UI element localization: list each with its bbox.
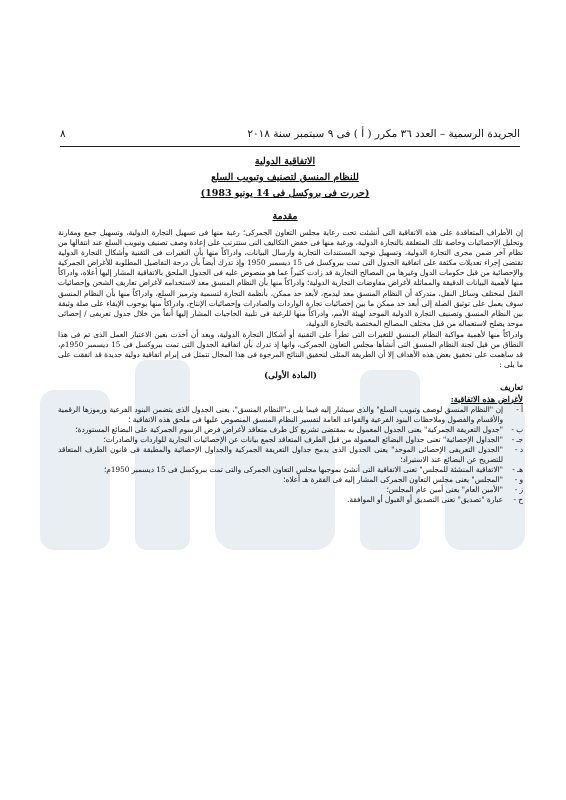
definition-item (58, 425, 523, 435)
definition-item (58, 445, 523, 465)
definition-letter: ب - (511, 424, 523, 434)
definition-text: إن "النظام المنسق لوصف وتبويب السلع" والذى سيشار إليه فيما يلى بـ"النظام المنسق"، يعنى الجدول الذى يتضمن البنود الفرعية ورموزها الرقمية والأقسام والفصول وملاحظات البنود الفرعية والقواعد العامة لتفسير النظام المنسق المنصوص عليها فى ملحق هذه الاتفاقية ؛ (58, 404, 503, 424)
definition-text: "الجدول التعريفى الإحصائى الموحد" يعنى الجدول الذى يدمج جداول التعريفة الجمركية والجداول الإحصائية والمطبقة فى قانون الطرف المتعاقد للتصريح عن البضائع عند الاستيراد؛ (58, 444, 503, 465)
definition-item (58, 495, 523, 505)
definition-item (58, 475, 523, 485)
definitions-title: تعاريف (500, 382, 523, 393)
definition-text: "جدول التعريفة الجمركية" يعنى الجدول المعمول به بمقتضى تشريع كل طرف متعاقد لأغراض فرض الرسوم الجمركية على البضائع المستوردة؛ (75, 424, 503, 434)
title-convention: الاتفاقية الدولية (254, 156, 316, 167)
definition-letter: ز - (514, 485, 523, 495)
title-system: للنظام المنسق لتصنيف وتبويب السلع (211, 172, 359, 183)
definition-letter: ح - (513, 495, 523, 505)
title-introduction: مقدمة (272, 211, 298, 222)
article-title: (المادة الأولى) (264, 371, 317, 382)
page-header (60, 126, 520, 142)
definition-text: "الجداول الإحصائية" تعنى جداول البضائع المعمولة من قبل الطرف المتعاقد لجمع بيانات عن الإحصائيات التجارية للواردات والصادرات؛ (103, 434, 503, 444)
definition-letter: د - (514, 444, 523, 454)
definition-letter: هـ - (512, 465, 523, 475)
definition-text: "الأمين العام" يعنى أمين عام المجلس؛ (386, 485, 503, 495)
definition-item (58, 435, 523, 445)
issue-line: الجريدة الرسمية – العدد ٣٦ مكرر ( أ ) فى ٩ سبتمبر سنة ٢٠١٨ (247, 128, 520, 140)
header-divider (60, 146, 520, 147)
document-body (58, 228, 523, 506)
document-titles (40, 156, 530, 222)
definition-text: "الاتفاقية المنشئة للمجلس" تعنى الاتفاقية التى أنشئ بموجبها مجلس التعاون الجمركى والتى تمت ببروكسل فى 15 ديسمبر 1950م؛ (103, 465, 503, 475)
page-number: ٨ (60, 128, 66, 140)
definition-item (58, 485, 523, 495)
definition-letter: و - (514, 475, 523, 485)
title-date: (حررت فى بروكسل فى 14 يونيو 1983) (200, 188, 370, 199)
definition-letter: جـ - (511, 434, 523, 444)
definition-text: عبارة "تصديق" تعنى التصديق أو القبول أو الموافقة. (347, 495, 503, 505)
definition-item (58, 405, 523, 425)
intro-paragraph: إن الأطراف المتعاقدة على هذه الاتفاقية التى أنشئت تحت رعاية مجلس التعاون الجمركى؛ رغبة منها فى تسهيل التجارة الدولية، وتسهيل جمع ومقارنة وتحليل الإحصائيات وخاصة تلك المتعلقة بالتجارة الدولية، ورغبة منها فى خفض التكاليف التى ستترتب على إعادة وصف تصنيف وتبويب السلع عند انتقالها من نظام آخر ضمن مجرى التجارة الدولية، وتسهيل توحيد المستندات التجارية وارسال البيانات، وادراكاً منها بأن التغيرات فى التقنية وأشكال التجارة الدولية تقتضى إجراء تعديلات مكثفة على اتفاقية الجدول التى تمت ببروكسل فى 15 ديسمبر 1950 وإذ تدرك أيضاً بأن درجة التفاصيل المطلوبة للأغراض الجمركية والإحصائية من قبل حكومات الدول وغيرها من المصالح التجارية قد زادت كثيراً عما هو منصوص عليه فى الجدول الملحق بالاتفاقية المشار إليها أعلاه، وادراكاً منها لأهمية البيانات الدقيقة والمماثلة لأغراض مفاوضات التجارية الدولية؛ وادراكاً منها بأن النظام المنسق معد لاستخدامه لأغراض تعاريف الشحن وإحصائيات النقل لمختلف وسائل النقل، متدركة أن النظام المنسق معد ليدمج، لأبعد حد ممكن، بأنظمة التجارة لتسمية وترميز السلع، وادراكاً منها بأن النظام المنسق سوف يعمل على توثيق الصلة إلى أبعد حد ممكن ما بين إحصائيات تجارة الواردات والصادرات وإحصائيات الإنتاج، وادراكاً منها بوجوب الإبقاء على صلة وثيقة بين النظام المنسق وتصنيف التجارة الدولية الموحد لهيئة الأمم، وادراكاً منها للرغبة فى تلبية الحاجيات المشار إليها أنفاً من خلال جدول تعريفى / إحصائى موحد يصلح لاستعماله من قبل مختلف المصالح المختصة بالتجارة الدولية، (58, 228, 523, 328)
definition-letter: أ - (516, 404, 523, 414)
intro-paragraph: وادراكاً منها لأهمية مواكبة النظام المنسق للتغيرات التى تطرأ على التقنية أو أشكال التجارة الدولية، وبعد أن أخذت بعين الاعتبار العمل الذى تم فى هذا النطاق من قبل لجنة النظام المنسق التى أنشأها مجلس التعاون الجمركى، وانها إذ تدرك بأن اتفاقية الجدول التى تمت ببروكسل فى 15 ديسمبر 1950م، قد ساهمت على تحقيق بعض هذه الأهداف إلا أن الطريقة المثلى لتحقيق النتائج المرجوة فى هذا المجال تتمثل فى إبرام اتفاقية دولية جديدة قد اتفقت على ما يلى : (58, 329, 523, 370)
definition-text: "المجلس" يعنى مجلس التعاون الجمركى المشار إليه فى الفقرة هـ أعلاه؛ (283, 475, 503, 485)
definition-item (58, 465, 523, 475)
definitions-subtitle: لأغراض هذه الاتفاقية: (450, 393, 523, 404)
